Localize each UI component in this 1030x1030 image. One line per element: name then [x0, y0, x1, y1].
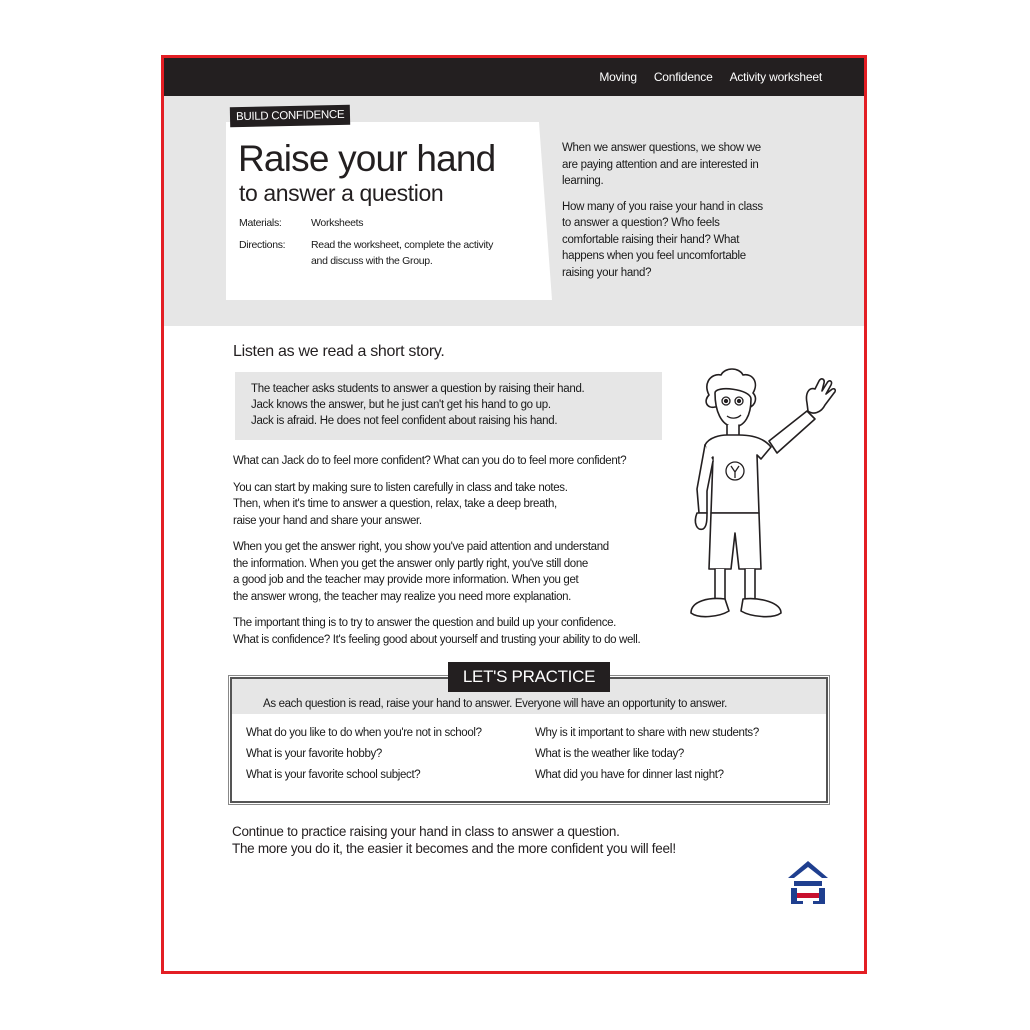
body-paragraph: [233, 480, 683, 530]
page-title: Raise your hand: [238, 138, 496, 179]
directions-label: Directions:: [239, 239, 286, 251]
story-box: [235, 372, 662, 440]
page-subtitle: to answer a question: [239, 180, 444, 206]
body-line: raise your hand and share your answer.: [233, 514, 422, 527]
body-line: The important thing is to try to answer the question and build up your confidence.: [233, 617, 616, 629]
nav-link-activity-worksheet[interactable]: Activity worksheet: [729, 70, 822, 84]
practice-question: Why is it important to share with new students?: [535, 727, 759, 739]
materials-value: Worksheets: [311, 217, 364, 229]
body-line: Then, when it's time to answer a question, relax, take a deep breath,: [233, 498, 557, 510]
body-paragraph: [233, 615, 683, 648]
body-paragraph: [233, 453, 683, 470]
body-line: When you get the answer right, you show you've paid attention and understand: [233, 541, 609, 553]
intro-paragraph: When we answer questions, we show we are paying attention and are interested in learning.: [562, 142, 761, 187]
story-heading: Listen as we read a short story.: [233, 343, 445, 360]
practice-title: LET'S PRACTICE: [448, 662, 610, 692]
boy-raising-hand-illustration: [669, 363, 839, 633]
practice-question: What do you like to do when you're not in school?: [246, 727, 482, 739]
nav-link-confidence[interactable]: Confidence: [653, 70, 713, 84]
practice-question: What did you have for dinner last night?: [535, 769, 724, 781]
story-line: Jack knows the answer, but he just can't get his hand to go up.: [251, 399, 551, 411]
directions-value: Read the worksheet, complete the activity and discuss with the Group.: [311, 239, 494, 267]
practice-question: What is your favorite hobby?: [246, 748, 382, 760]
story-line: Jack is afraid. He does not feel confident about raising his hand.: [251, 415, 558, 427]
worksheet-page: [161, 55, 867, 974]
house-logo-icon: [786, 858, 830, 906]
body-paragraph: [233, 539, 683, 605]
body-line: You can start by making sure to listen carefully in class and take notes.: [233, 481, 568, 494]
practice-box: [230, 677, 828, 803]
body-line: What can Jack do to feel more confident? What can you do to feel more confident?: [233, 455, 627, 467]
body-text: [233, 453, 683, 658]
intro-text: [562, 140, 772, 290]
top-nav: [599, 58, 822, 96]
category-tag: BUILD CONFIDENCE: [230, 105, 351, 128]
intro-paragraph: How many of you raise your hand in class to answer a question? Who feels comfortable raising their hand? What happens when you feel uncomfortable raising your hand?: [562, 200, 763, 279]
body-line: the answer wrong, the teacher may realize you need more explanation.: [233, 590, 572, 603]
body-line: a good job and the teacher may provide more information. When you get: [233, 574, 579, 586]
body-line: the information. When you get the answer only partly right, you've still done: [233, 557, 588, 570]
nav-link-moving[interactable]: Moving: [599, 70, 637, 84]
closing-line: Continue to practice raising your hand in class to answer a question.: [232, 824, 620, 839]
materials-label: Materials:: [239, 217, 282, 229]
body-line: What is confidence? It's feeling good about yourself and trusting your ability to do well.: [233, 633, 641, 646]
practice-question: What is the weather like today?: [535, 748, 684, 760]
practice-question: What is your favorite school subject?: [246, 769, 421, 781]
closing-line: The more you do it, the easier it becomes and the more confident you will feel!: [232, 841, 676, 856]
practice-intro: As each question is read, raise your hand to answer. Everyone will have an opportunity to answer.: [263, 698, 728, 710]
top-nav-bar: [164, 58, 864, 96]
closing-text: [232, 823, 676, 857]
header-panel: [164, 96, 864, 326]
story-line: The teacher asks students to answer a question by raising their hand.: [251, 383, 585, 395]
